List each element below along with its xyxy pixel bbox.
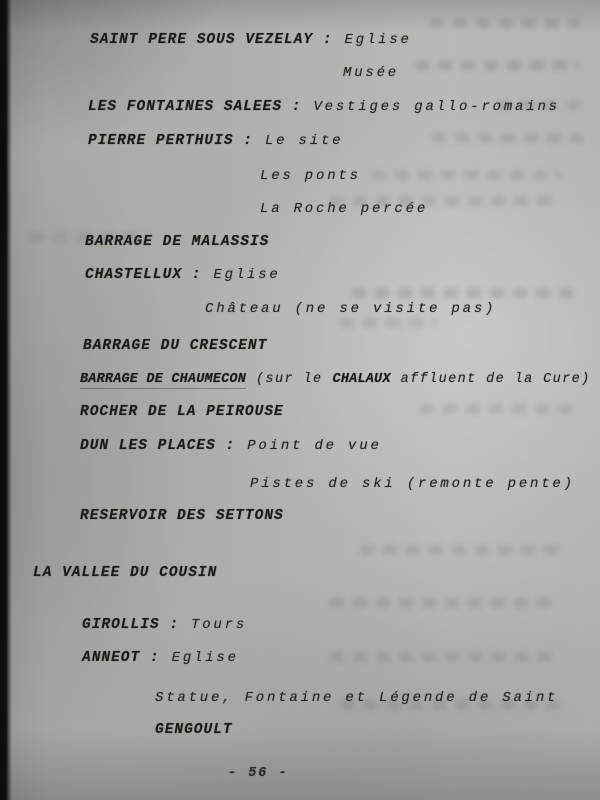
site-description: Le site: [264, 133, 344, 149]
site-description: Musée: [343, 65, 400, 81]
page-number: - 56 -: [228, 766, 289, 781]
site-description: (sur le: [256, 372, 323, 387]
place-name: LES FONTAINES SALEES :: [88, 99, 302, 115]
place-name: BARRAGE DU CRESCENT: [83, 338, 268, 354]
site-description: Pistes de ski (remonte pente): [250, 476, 575, 492]
section-heading: [33, 563, 217, 581]
entry-line: [83, 336, 267, 354]
entry-line: [80, 436, 382, 454]
region-name: LA VALLEE DU COUSIN: [33, 565, 218, 581]
site-description: Eglise: [344, 32, 412, 48]
site-description: Eglise: [213, 267, 281, 283]
place-name: CHALAUX: [332, 372, 391, 387]
place-name: BARRAGE DE MALASSIS: [85, 234, 270, 250]
entry-line: [80, 402, 284, 420]
site-description: Les ponts: [260, 168, 361, 184]
entry-line: [80, 506, 284, 524]
place-name: RESERVOIR DES SETTONS: [80, 508, 284, 524]
entry-line: [250, 474, 575, 492]
entry-line: [205, 299, 496, 317]
entry-line: [260, 166, 361, 184]
site-description: Point de vue: [247, 438, 382, 454]
place-name: DUN LES PLACES :: [80, 438, 236, 454]
entry-line: [80, 369, 591, 387]
place-name: PIERRE PERTHUIS :: [88, 133, 253, 149]
entry-line: [155, 720, 233, 738]
site-description: Statue, Fontaine et Légende de Saint: [155, 690, 559, 706]
site-description: Château (ne se visite pas): [205, 301, 497, 317]
entry-line: [88, 97, 560, 115]
entry-line: [260, 199, 428, 217]
place-name: ANNEOT :: [82, 650, 160, 666]
site-description: La Roche percée: [260, 201, 429, 217]
entry-line: [85, 265, 281, 283]
place-name: BARRAGE DE CHAUMECON: [80, 372, 247, 387]
place-name: GENGOULT: [155, 722, 233, 738]
site-description: affluent de la Cure): [400, 372, 591, 387]
place-name: CHASTELLUX :: [85, 267, 202, 283]
entry-line: [90, 30, 412, 48]
entry-line: [155, 688, 558, 706]
entry-line: [343, 63, 399, 81]
entry-line: [82, 648, 239, 666]
site-description: Vestiges gallo-romains: [313, 99, 560, 115]
place-name: SAINT PERE SOUS VEZELAY :: [90, 32, 333, 48]
place-name: GIROLLIS :: [82, 617, 180, 633]
entry-line: [82, 615, 247, 633]
entry-line: [88, 131, 343, 149]
place-name: ROCHER DE LA PEIROUSE: [80, 404, 284, 420]
entry-line: [85, 232, 269, 250]
site-description: Eglise: [171, 650, 239, 666]
site-description: Tours: [191, 617, 248, 633]
